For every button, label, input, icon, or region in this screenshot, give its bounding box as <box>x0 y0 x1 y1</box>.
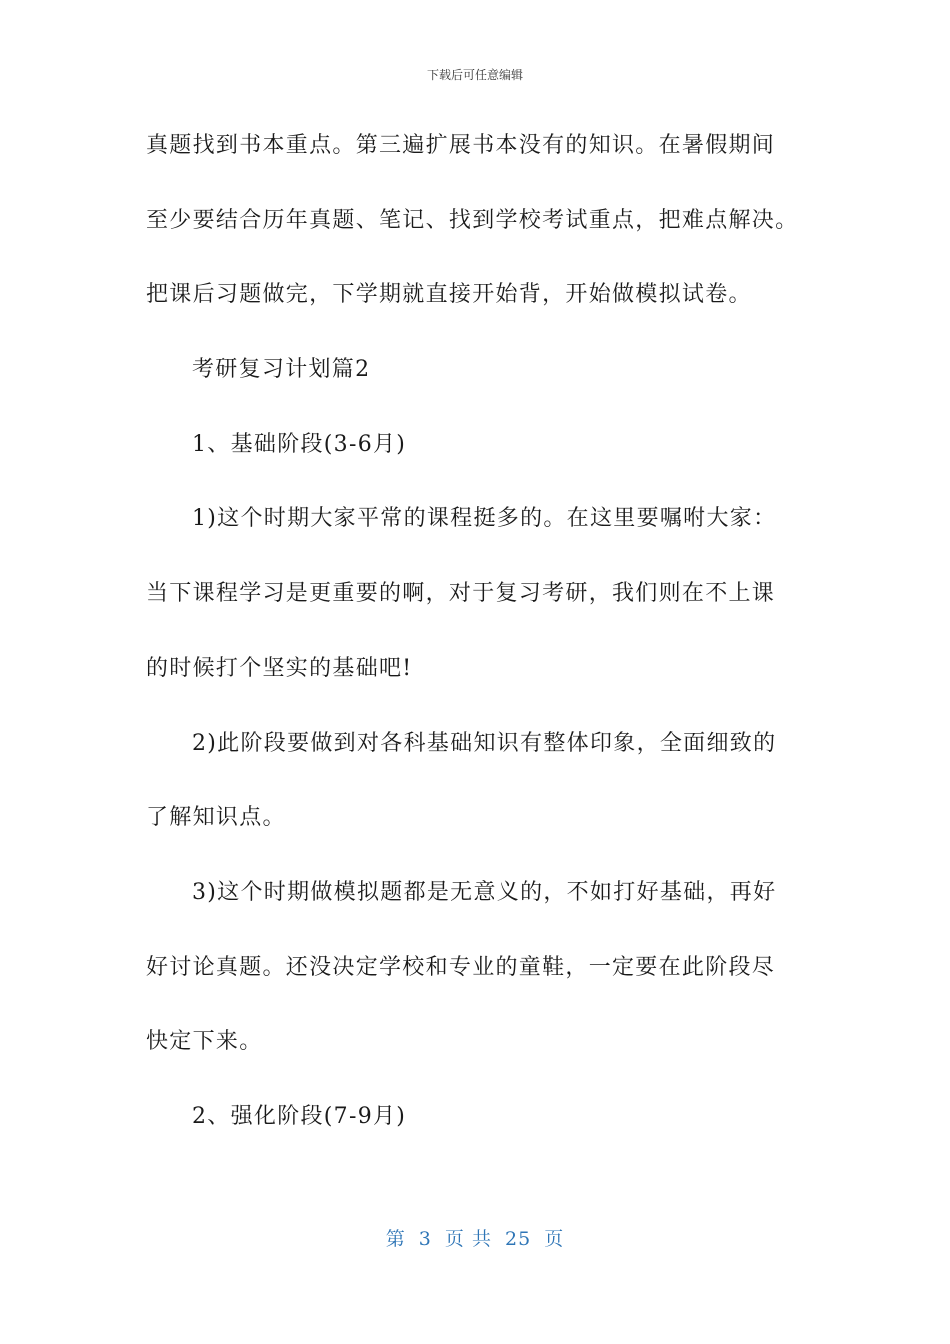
current-page-number: 3 <box>418 1228 432 1250</box>
body-line-9: 2)此阶段要做到对各科基础知识有整体印象，全面细致的 <box>192 730 777 756</box>
body-line-1: 真题找到书本重点。第三遍扩展书本没有的知识。在暑假期间 <box>146 133 776 158</box>
stage-heading-1: 1、基础阶段(3-6月) <box>192 431 407 457</box>
body-line-11: 3)这个时期做模拟题都是无意义的，不如打好基础，再好 <box>192 879 777 905</box>
body-line-12: 好讨论真题。还没决定学校和专业的童鞋，一定要在此阶段尽 <box>146 954 776 980</box>
document-body <box>146 126 836 1172</box>
body-line-10: 了解知识点。 <box>146 805 286 831</box>
body-line-2: 至少要结合历年真题、笔记、找到学校考试重点，把难点解决。 <box>146 207 799 233</box>
body-line-7: 当下课程学习是更重要的啊，对于复习考研，我们则在不上课 <box>146 581 776 607</box>
body-line-13: 快定下来。 <box>146 1029 263 1055</box>
stage-heading-2: 2、强化阶段(7-9月) <box>192 1103 407 1129</box>
footer-suffix: 页 <box>544 1228 565 1250</box>
section-heading: 考研复习计划篇2 <box>192 357 371 383</box>
body-line-8: 的时候打个坚实的基础吧! <box>146 655 413 681</box>
body-line-3: 把课后习题做完，下学期就直接开始背，开始做模拟试卷。 <box>146 282 752 308</box>
page-footer <box>0 1224 950 1251</box>
total-page-count: 25 <box>505 1228 532 1250</box>
body-line-6: 1)这个时期大家平常的课程挺多的。在这里要嘱咐大家： <box>192 506 777 532</box>
footer-middle: 页 共 <box>444 1228 492 1250</box>
footer-prefix: 第 <box>385 1228 406 1250</box>
page-header: 下载后可任意编辑 <box>426 68 523 82</box>
